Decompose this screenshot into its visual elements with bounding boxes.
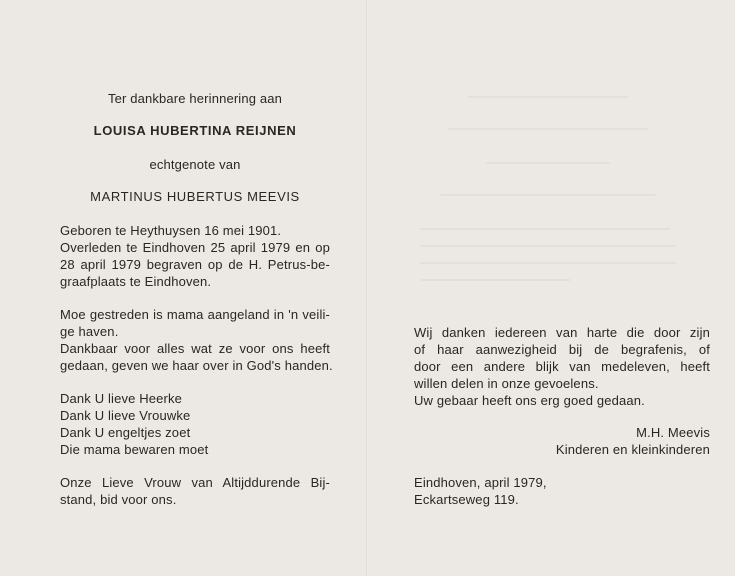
- thanks-line: Dank U lieve Heerke: [60, 391, 183, 406]
- intro-text: Ter dankbare herinnering aan: [107, 91, 283, 106]
- verse-line: gedaan, geven we haar over in God's handen.: [60, 358, 333, 373]
- deceased-name: LOUISA HUBERTINA REIJNEN: [93, 123, 297, 138]
- thanks-line: Dank U lieve Vrouwke: [60, 408, 191, 423]
- bio-line: graafplaats te Eindhoven.: [60, 274, 212, 289]
- thanks-line: Dank U engeltjes zoet: [60, 425, 191, 440]
- prayer-line: stand, bid voor ons.: [60, 492, 177, 507]
- spouse-name: MARTINUS HUBERTUS MEEVIS: [90, 189, 300, 204]
- verse-line: ge haven.: [60, 324, 119, 339]
- bio-line: 28 april 1979 begraven op de H. Petrus-be-: [60, 257, 330, 272]
- card-fold: [366, 0, 368, 576]
- place-date: Eindhoven, april 1979,: [414, 475, 547, 490]
- signature-sub: Kinderen en kleinkinderen: [555, 442, 710, 457]
- show-through-mark: [448, 128, 648, 130]
- show-through-mark: [440, 194, 656, 196]
- message-line: door een andere blijk van medeleven, heeft: [414, 359, 710, 374]
- signature: M.H. Meevis: [636, 425, 710, 440]
- prayer-line: Onze Lieve Vrouw van Altijddurende Bij-: [60, 475, 330, 490]
- verse-line: Moe gestreden is mama aangeland in 'n veili-: [60, 307, 330, 322]
- address: Eckartseweg 119.: [414, 492, 519, 507]
- bio-line: Geboren te Heythuysen 16 mei 1901.: [60, 223, 282, 238]
- thanks-line: Die mama bewaren moet: [60, 442, 209, 457]
- show-through-mark: [420, 279, 570, 281]
- spouse-label: echtgenote van: [149, 157, 241, 172]
- show-through-mark: [468, 96, 628, 98]
- verse-line: Dankbaar voor alles wat ze voor ons heeft: [60, 341, 330, 356]
- show-through-mark: [420, 245, 676, 247]
- bio-line: Overleden te Eindhoven 25 april 1979 en op: [60, 240, 330, 255]
- show-through-mark: [420, 262, 676, 264]
- show-through-mark: [486, 162, 610, 164]
- message-line: Uw gebaar heeft ons erg goed gedaan.: [414, 393, 645, 408]
- message-line: Wij danken iedereen van harte die door zijn: [414, 325, 710, 340]
- message-line: willen delen in onze gevoelens.: [414, 376, 599, 391]
- show-through-mark: [420, 228, 670, 230]
- message-line: of haar aanwezigheid bij de begrafenis, of: [414, 342, 710, 357]
